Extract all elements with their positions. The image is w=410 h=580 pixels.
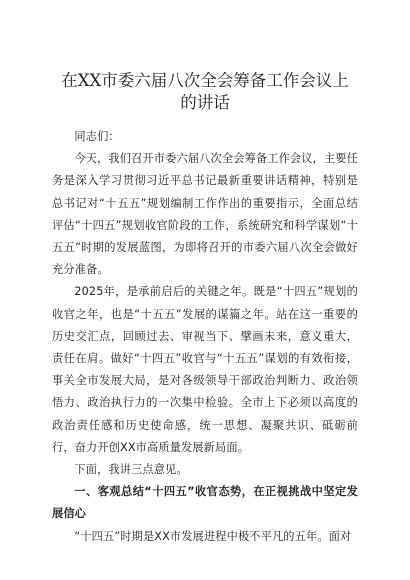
paragraph-transition: 下面，我讲三点意见。: [74, 463, 188, 477]
paragraph-context: 2025年，是承前启后的关键之年。既是“十四五”规划的收官之年，也是“十五五”发展的谋篇之年。站在这一重要的历史交汇点，回顾过去、审视当下、擘画未来，意义重大，责任在肩。做好“十四五”收官与“十五五”谋划的有效衔接，事关全市发展大局，是对各级领导干部政治判断力、政治领悟力、政治执行力的一次集中检验。全市上下必须以高度的政治责任感和历史使命感，统一思想、凝聚共识、砥砺前行，奋力开创XX市高质量发展新局面。: [52, 285, 358, 454]
salutation: 同志们：: [74, 130, 120, 143]
document-title: 在XX市委六届八次全会筹备工作会议上的讲话: [61, 71, 349, 112]
paragraph-intro: 今天，我们召开市委六届八次全会筹备工作会议，主要任务是深入学习贯彻习近平总书记最新重要讲话精神，特别是总书记对“十五五”规划编制工作作出的重要指示，全面总结评估“十四五”规划收官阶段的工作，系统研究和科学谋划“十五五”时期的发展蓝图，为即将召开的市委六届八次全会做好充分准备。: [52, 152, 358, 277]
section-1-text: “十四五”时期是XX市发展进程中极不平凡的五年。面对: [74, 529, 352, 543]
section-heading-1: 一、客观总结“十四五”收官态势，在正视挑战中坚定发展信心: [52, 485, 358, 521]
